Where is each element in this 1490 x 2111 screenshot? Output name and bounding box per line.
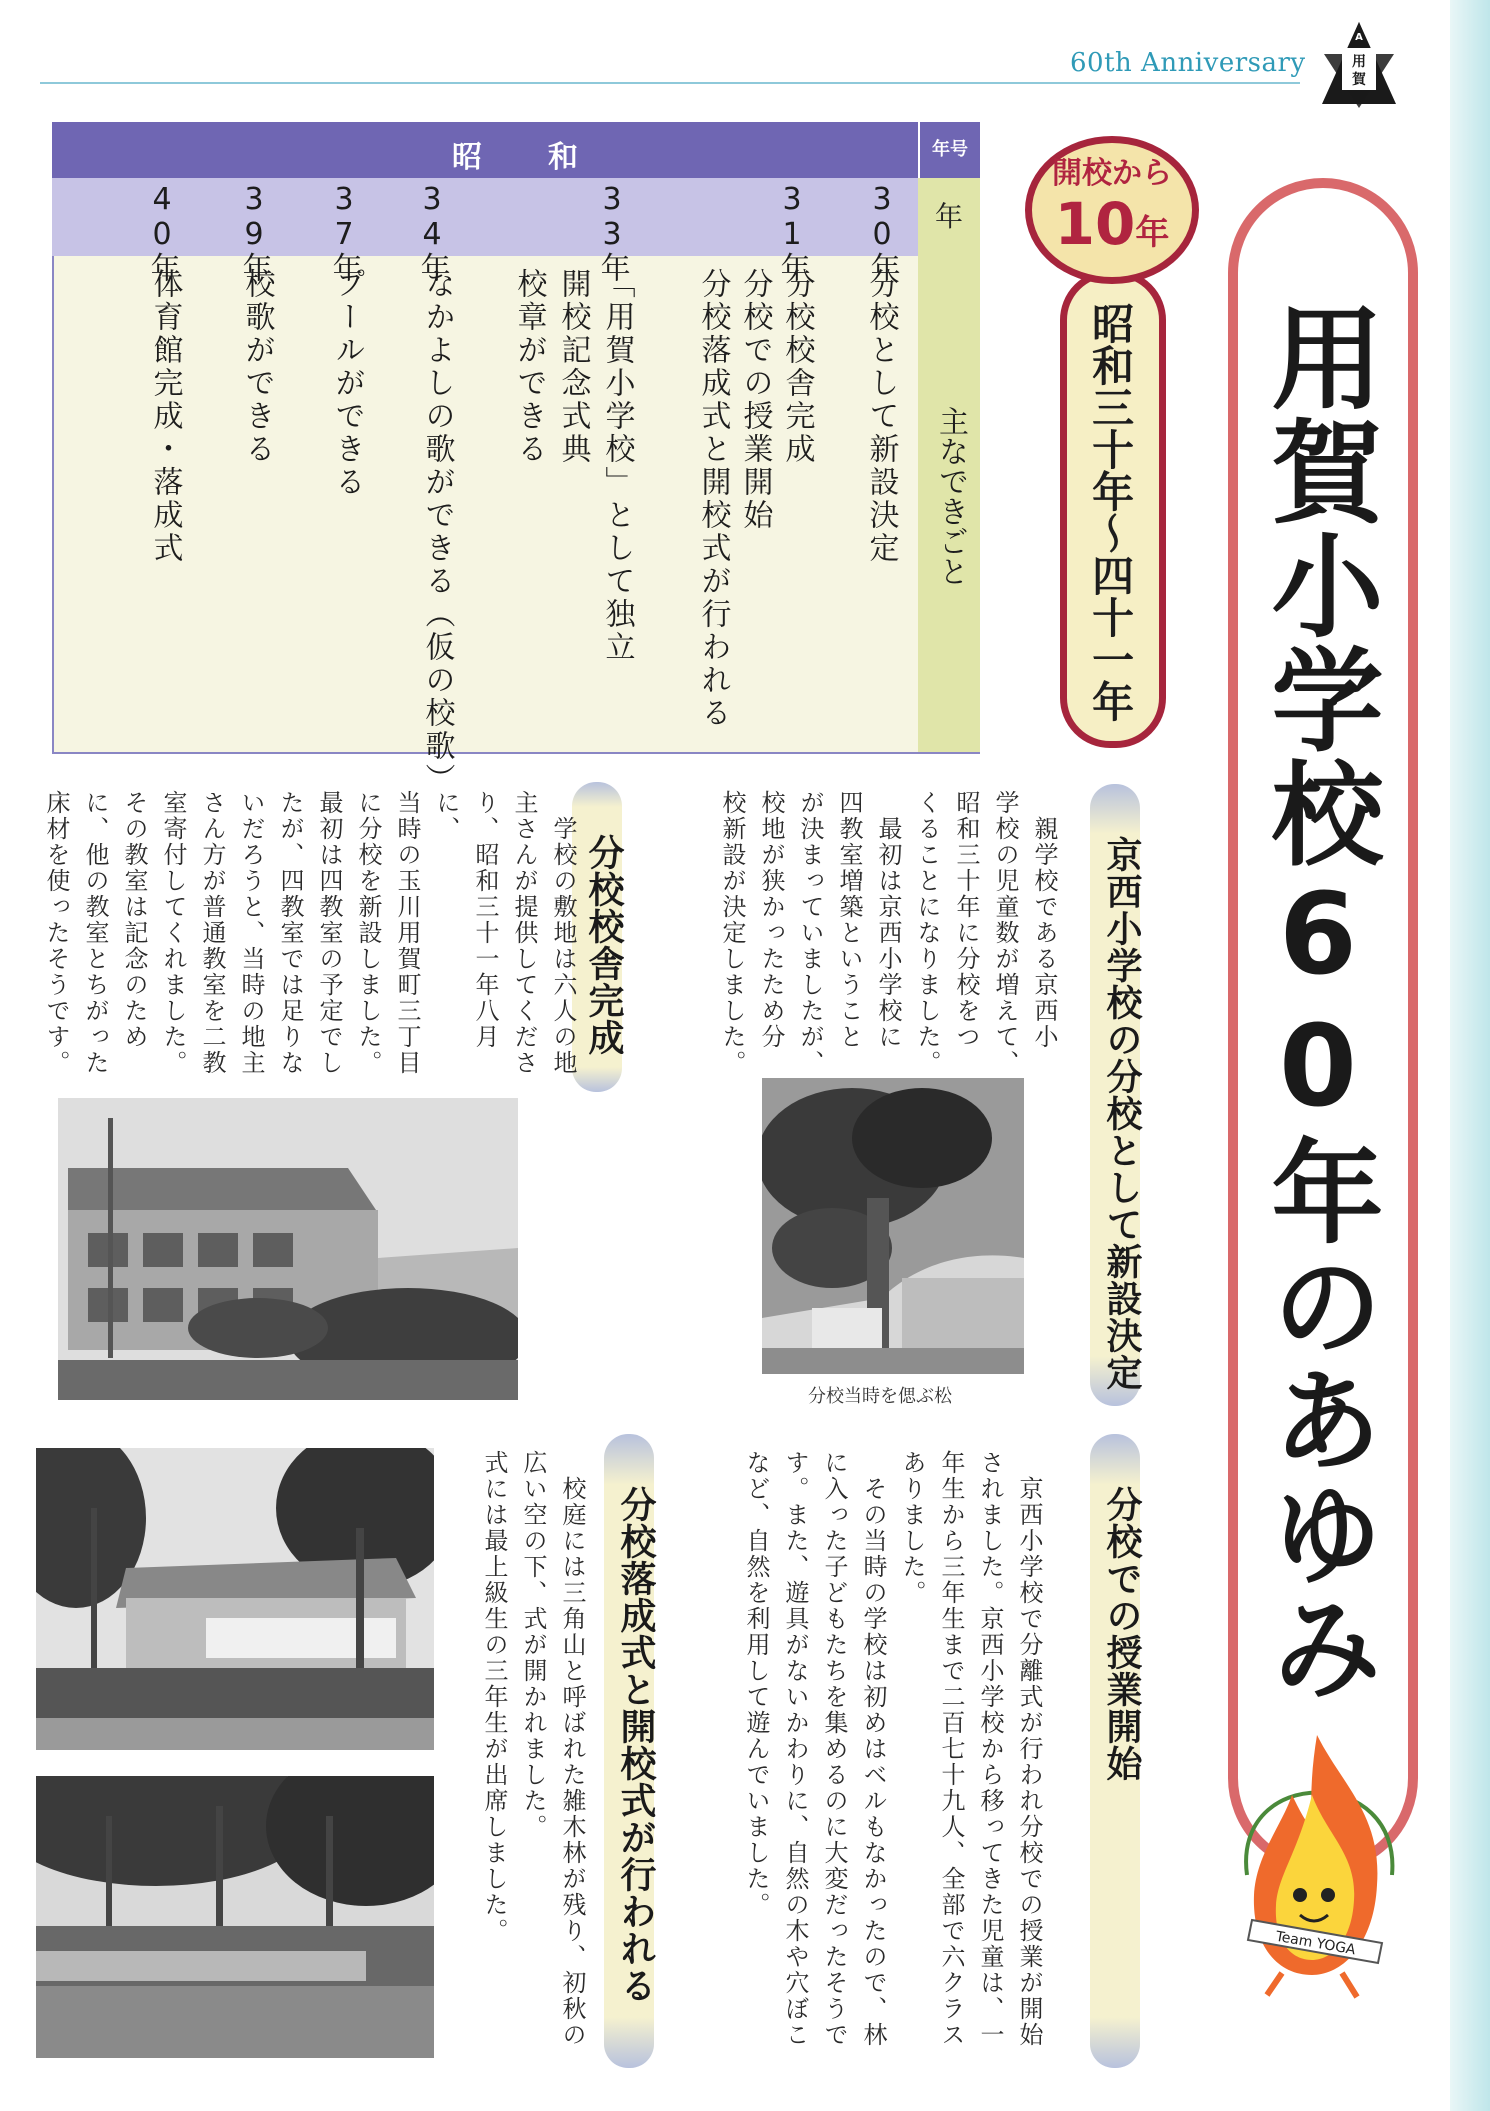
era-header-text: 昭 和 (452, 140, 596, 175)
text-line: その当時の学校は初めはベルもなかったので、林 (859, 1450, 887, 2048)
section-body-branch-decision (712, 790, 1063, 1110)
text-line: 年生から三年生まで二百七十九人、全部で六クラス (937, 1450, 965, 2048)
anniversary-label: 60th Anniversary (1070, 48, 1306, 78)
table-event: 校歌ができる (239, 268, 275, 466)
table-event: なかよしの歌ができる（仮の校歌） (419, 268, 455, 796)
section-title: 京西小学校の分校として新設決定 (1101, 836, 1142, 1391)
badge-number: 10 (1054, 190, 1136, 258)
table-year: 31年 (774, 182, 810, 282)
table-era-header (52, 122, 918, 178)
section-body-ceremony (474, 1450, 591, 2060)
section-heading-classes-start (1090, 1434, 1140, 2068)
text-line: 親学校である京西小 (1030, 790, 1058, 1050)
section-heading-branch-decision (1090, 784, 1140, 1406)
svg-text:A: A (1355, 32, 1363, 43)
text-line: に分校を新設しました。 (354, 790, 382, 1076)
svg-text:賀: 賀 (1352, 72, 1366, 88)
table-year: 39年 (236, 182, 272, 282)
text-line: されました。京西小学校から移ってきた児童は、一 (976, 1450, 1004, 2048)
text-line: 学校の児童数が増えて、 (991, 790, 1019, 1076)
text-line: 当時の玉川用賀町三丁目 (393, 790, 421, 1076)
text-line: など、自然を利用して遊んでいました。 (742, 1450, 770, 1918)
badge-years (1025, 190, 1199, 258)
badge-era: 昭和三十年〜四十一年 (1086, 302, 1136, 722)
table-events-label-cell (918, 256, 980, 752)
section-body-branch-building (36, 790, 582, 1080)
badge-unit: 年 (1135, 213, 1170, 253)
table-events-label: 主なできごと (933, 406, 968, 586)
table-year: 33年 (594, 182, 630, 282)
text-line: 校庭には三角山と呼ばれた雑木林が残り、初秋の (558, 1450, 586, 2048)
school-emblem-icon (1316, 18, 1402, 110)
flame-mascot-icon (1212, 1705, 1422, 2015)
text-line: す。また、遊具がないかわりに、自然の木や穴ぼこ (781, 1450, 809, 2048)
text-line: り、昭和三十一年八月に、 (432, 790, 499, 1050)
text-line: 床材を使ったそうです。 (42, 790, 70, 1076)
photo-caption: 分校当時を偲ぶ松 (808, 1386, 952, 1407)
table-event: 分校校舎完成 (779, 268, 815, 466)
text-line: 学校の敷地は六人の地 (549, 790, 577, 1076)
mascot-label: Team YOGA (1274, 1928, 1357, 1959)
section-body-classes-start (736, 1450, 1048, 2060)
text-line: に入った子どもたちを集めるのに大変だったそうで (820, 1450, 848, 2048)
page-edge-strip (1450, 0, 1490, 2111)
table-event: プールができる (329, 268, 365, 499)
text-line: さん方が普通教室を二教 (198, 790, 226, 1076)
table-year-label: 年 (918, 178, 980, 256)
table-event: 分校落成式と開校式が行われる (695, 268, 731, 730)
page-title: 用賀小学校60年のあゆみ (1253, 300, 1383, 1704)
header-divider (40, 82, 1300, 84)
table-event: 開校記念式典 (555, 268, 591, 466)
section-title: 分校での授業開始 (1101, 1486, 1142, 1782)
text-line: 最初は京西小学校に (874, 790, 902, 1050)
section-title: 分校校舎完成 (583, 834, 624, 1056)
table-year: 30年 (864, 182, 900, 282)
table-event: 校章ができる (511, 268, 547, 466)
text-line: ありました。 (898, 1450, 926, 1606)
photo-pine-tree (762, 1078, 1024, 1374)
table-era-label: 年号 (918, 122, 980, 178)
text-line: 校新設が決定しました。 (718, 790, 746, 1076)
text-line: 最初は四教室の予定でし (315, 790, 343, 1076)
text-line: 広い空の下、式が開かれました。 (519, 1450, 547, 1840)
text-line: 昭和三十年に分校をつ (952, 790, 980, 1050)
badge-line1: 開校から (1052, 156, 1172, 191)
text-line: くることになりました。 (913, 790, 941, 1076)
svg-text:用: 用 (1352, 54, 1366, 70)
text-line: 主さんが提供してくださ (510, 790, 538, 1076)
table-year: 37年 (326, 182, 362, 282)
text-line: に、他の教室とちがった (81, 790, 109, 1076)
table-event: 体育館完成・落成式 (147, 268, 183, 565)
section-heading-ceremony (604, 1434, 654, 2068)
table-year: 40年 (144, 182, 180, 282)
text-line: その教室は記念のため (120, 790, 148, 1050)
table-event: 「用賀小学校」として独立 (599, 268, 635, 664)
text-line: たが、四教室では足りな (276, 790, 304, 1076)
text-line: 四教室増築ということ (835, 790, 863, 1050)
text-line: 京西小学校で分離式が行われ分校での授業が開始 (1015, 1450, 1043, 2048)
text-line: 校地が狭かったため分 (757, 790, 785, 1050)
text-line: 式には最上級生の三年生が出席しました。 (480, 1450, 508, 1944)
photo-ceremony-crowd (36, 1776, 434, 2058)
text-line: 室寄付してくれました。 (159, 790, 187, 1076)
text-line: が決まっていましたが、 (796, 790, 824, 1076)
table-event: 分校として新設決定 (863, 268, 899, 565)
photo-school-building (58, 1098, 518, 1400)
table-event: 分校での授業開始 (737, 268, 773, 532)
photo-ceremony-stage (36, 1448, 434, 1750)
text-line: いだろうと、当時の地主 (237, 790, 265, 1076)
table-year: 34年 (414, 182, 450, 282)
section-title: 分校落成式と開校式が行われる (615, 1486, 656, 2004)
